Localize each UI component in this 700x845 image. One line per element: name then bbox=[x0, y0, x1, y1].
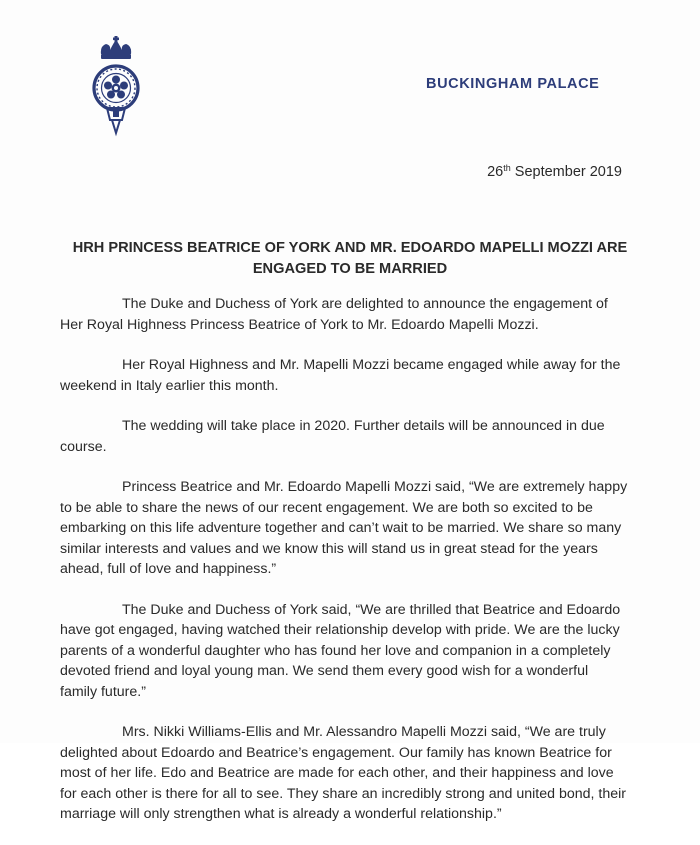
paragraph-couple-statement: Princess Beatrice and Mr. Edoardo Mapelli Mozzi said, “We are extremely happy to be able to share the news of our recent engagement. We are both so excited to be embarking on this life adventure together and can’t wait to be married. We share so many similar interests and values and we know this will stand us in great stead for the years ahead, full of love and happiness.” bbox=[60, 479, 628, 577]
headline: HRH PRINCESS BEATRICE OF YORK AND MR. EDOARDO MAPELLI MOZZI ARE ENGAGED TO BE MARRIED bbox=[72, 240, 628, 277]
date-month-year: September 2019 bbox=[510, 164, 622, 180]
paragraph-york-statement: The Duke and Duchess of York said, “We are thrilled that Beatrice and Edoardo have got engaged, having watched their relationship develop with pride. We are the lucky parents of a wonderful daughter who has found her love and companion in a completely devoted friend and loyal young man. We send them every good wish for a wonderful family future.” bbox=[60, 601, 621, 700]
date-day: 26 bbox=[487, 164, 504, 180]
release-body bbox=[60, 294, 628, 845]
paragraph-engagement-announcement: The Duke and Duchess of York are delighted to announce the engagement of Her Royal Highness Princess Beatrice of York to Mr. Edoardo Mapelli Mozzi. bbox=[60, 296, 608, 333]
paragraph-mozzi-family-statement: Mrs. Nikki Williams-Ellis and Mr. Alessandro Mapelli Mozzi said, “We are truly delighted about Edoardo and Beatrice’s engagement. Our family has known Beatrice for most of her life. Edo and Beatrice are made for each other, and their happiness and love for each other is there for all to see. They share an incredibly strong and united bond, their marriage will only strengthen what is already a wonderful relationship.” bbox=[60, 724, 626, 822]
date-suffix: th bbox=[503, 163, 511, 173]
release-date bbox=[487, 164, 622, 180]
royal-crest-icon bbox=[84, 36, 148, 136]
paragraph-wedding-date: The wedding will take place in 2020. Further details will be announced in due course. bbox=[60, 418, 605, 455]
letterhead-title: BUCKINGHAM PALACE bbox=[426, 76, 600, 92]
paragraph-engaged-in-italy: Her Royal Highness and Mr. Mapelli Mozzi became engaged while away for the weekend in Italy earlier this month. bbox=[60, 357, 621, 394]
